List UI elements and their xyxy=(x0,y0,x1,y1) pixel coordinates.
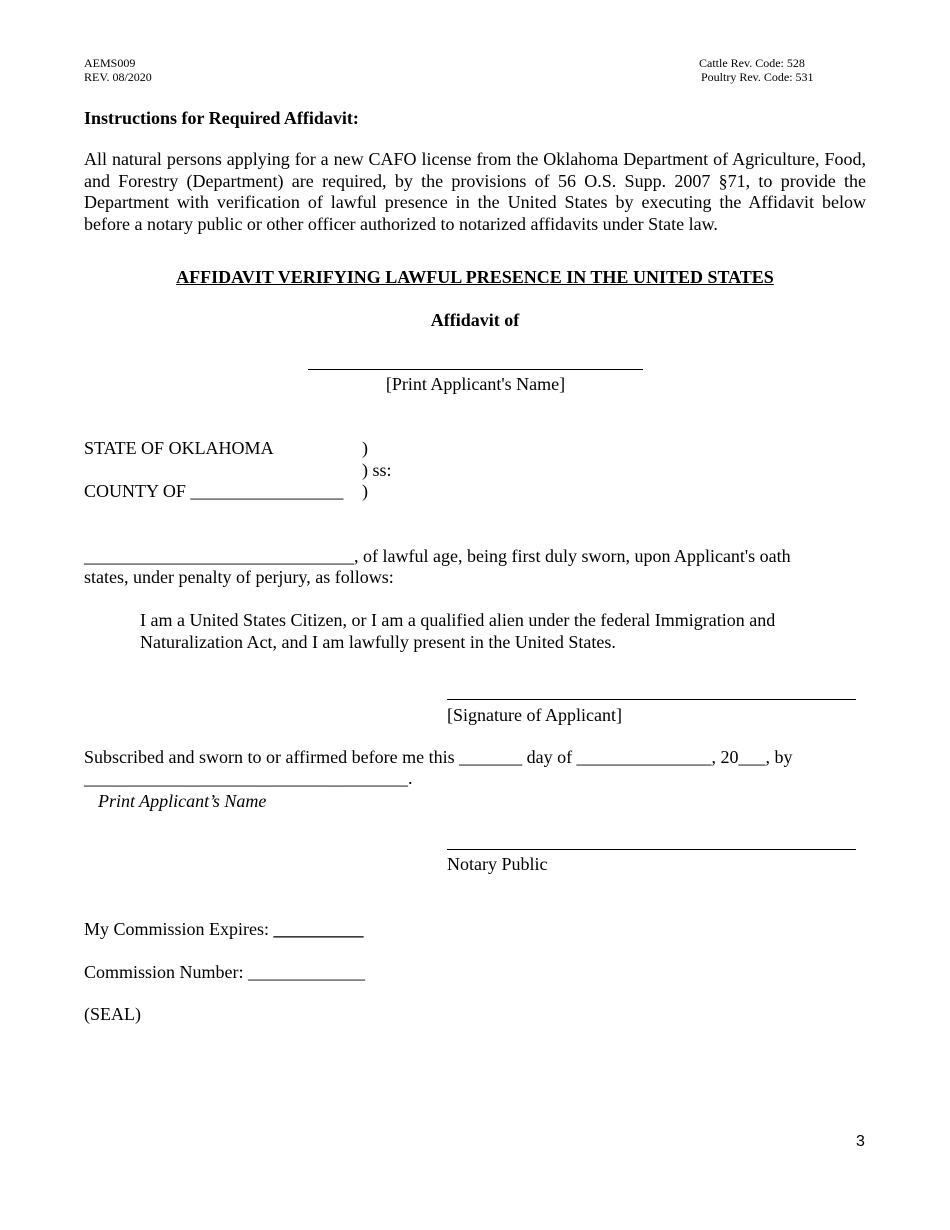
notary-caption: Notary Public xyxy=(447,854,548,874)
venue-ss: ) ss: xyxy=(362,460,392,480)
instructions-heading: Instructions for Required Affidavit: xyxy=(84,108,359,128)
print-applicant-name-caption: Print Applicant’s Name xyxy=(98,791,267,811)
applicant-name-line[interactable] xyxy=(308,369,643,370)
seal-label: (SEAL) xyxy=(84,1004,141,1024)
signature-line[interactable] xyxy=(447,699,856,700)
oath-line-2: states, under penalty of perjury, as follows: xyxy=(84,567,394,587)
page-number: 3 xyxy=(856,1133,865,1150)
form-code: AEMS009 xyxy=(84,56,136,70)
poultry-rev-code: Poultry Rev. Code: 531 xyxy=(701,70,814,84)
affidavit-subtitle: Affidavit of xyxy=(430,310,520,330)
commission-expires xyxy=(84,918,364,940)
oath-line-1: ______________________________, of lawful age, being first duly sworn, upon Applicant's oath xyxy=(84,546,791,566)
applicant-name-caption: [Print Applicant's Name] xyxy=(385,374,566,394)
commission-expires-label: My Commission Expires: xyxy=(84,919,270,939)
form-revision: REV. 08/2020 xyxy=(84,70,152,84)
lawful-presence-statement: I am a United States Citizen, or I am a qualified alien under the federal Immigration and Naturalization Act, and I am lawfully present in the United States. xyxy=(140,610,776,652)
affidavit-title: AFFIDAVIT VERIFYING LAWFUL PRESENCE IN THE UNITED STATES xyxy=(176,267,774,287)
instructions-body: All natural persons applying for a new CAFO license from the Oklahoma Department of Agriculture, Food, and Forestry (Department) are required, by the provisions of 56 O.S. Supp. 2007 §71, to provide the Department with verification of lawful presence in the United States by executing the Affidavit below before a notary public or other officer authorized to notarized affidavits under State law. xyxy=(84,149,866,234)
commission-expires-blank[interactable]: __________ xyxy=(273,919,364,939)
cattle-rev-code: Cattle Rev. Code: 528 xyxy=(699,56,805,70)
sworn-line-2: ____________________________________. xyxy=(84,768,413,788)
venue-paren-1: ) xyxy=(362,438,368,458)
county-label: COUNTY OF _________________ xyxy=(84,481,344,501)
venue-paren-3: ) xyxy=(362,481,368,501)
sworn-line-1: Subscribed and sworn to or affirmed before me this _______ day of _______________, 20___, by xyxy=(84,747,793,767)
signature-caption: [Signature of Applicant] xyxy=(447,705,622,725)
state-label: STATE OF OKLAHOMA xyxy=(84,438,274,458)
commission-number: Commission Number: _____________ xyxy=(84,962,366,982)
notary-signature-line[interactable] xyxy=(447,849,856,850)
